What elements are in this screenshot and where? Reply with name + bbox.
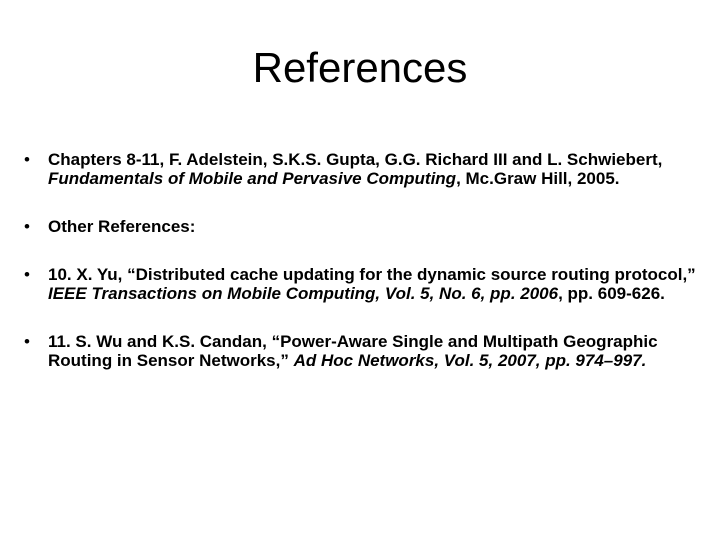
journal-title-text: IEEE Transactions on Mobile Computing, Vol. 5, No. 6, pp. 2006 [48,284,559,303]
journal-title-text: Ad Hoc Networks, Vol. 5, 2007, pp. 974–997. [293,351,647,370]
page-range-text: , pp. 609-626. [558,284,665,303]
reference-list [24,150,704,370]
reference-citation-text: 10. X. Yu, “Distributed cache updating for the dynamic source routing protocol,” [48,265,696,284]
reference-citation-text: 11. S. Wu and K.S. Candan, “Power-Aware Single and Multipath Geographic Routing in Sensor Networks,” [48,332,658,370]
reference-item-wu [24,332,704,370]
bullet-icon: • [24,332,30,351]
reference-item-yu [24,265,704,303]
bullet-icon: • [24,217,30,236]
reference-authors-text: Chapters 8-11, F. Adelstein, S.K.S. Gupta, G.G. Richard III and L. Schwiebert, [48,150,663,169]
bullet-icon: • [24,265,30,284]
bullet-icon: • [24,150,30,169]
slide-title: References [252,44,468,91]
book-title-text: Fundamentals of Mobile and Pervasive Computing [48,169,457,188]
reference-item-textbook [24,150,704,188]
other-references-label: Other References: [48,217,196,236]
reference-item-heading [24,217,704,236]
publisher-text: , Mc.Graw Hill, 2005. [456,169,620,188]
